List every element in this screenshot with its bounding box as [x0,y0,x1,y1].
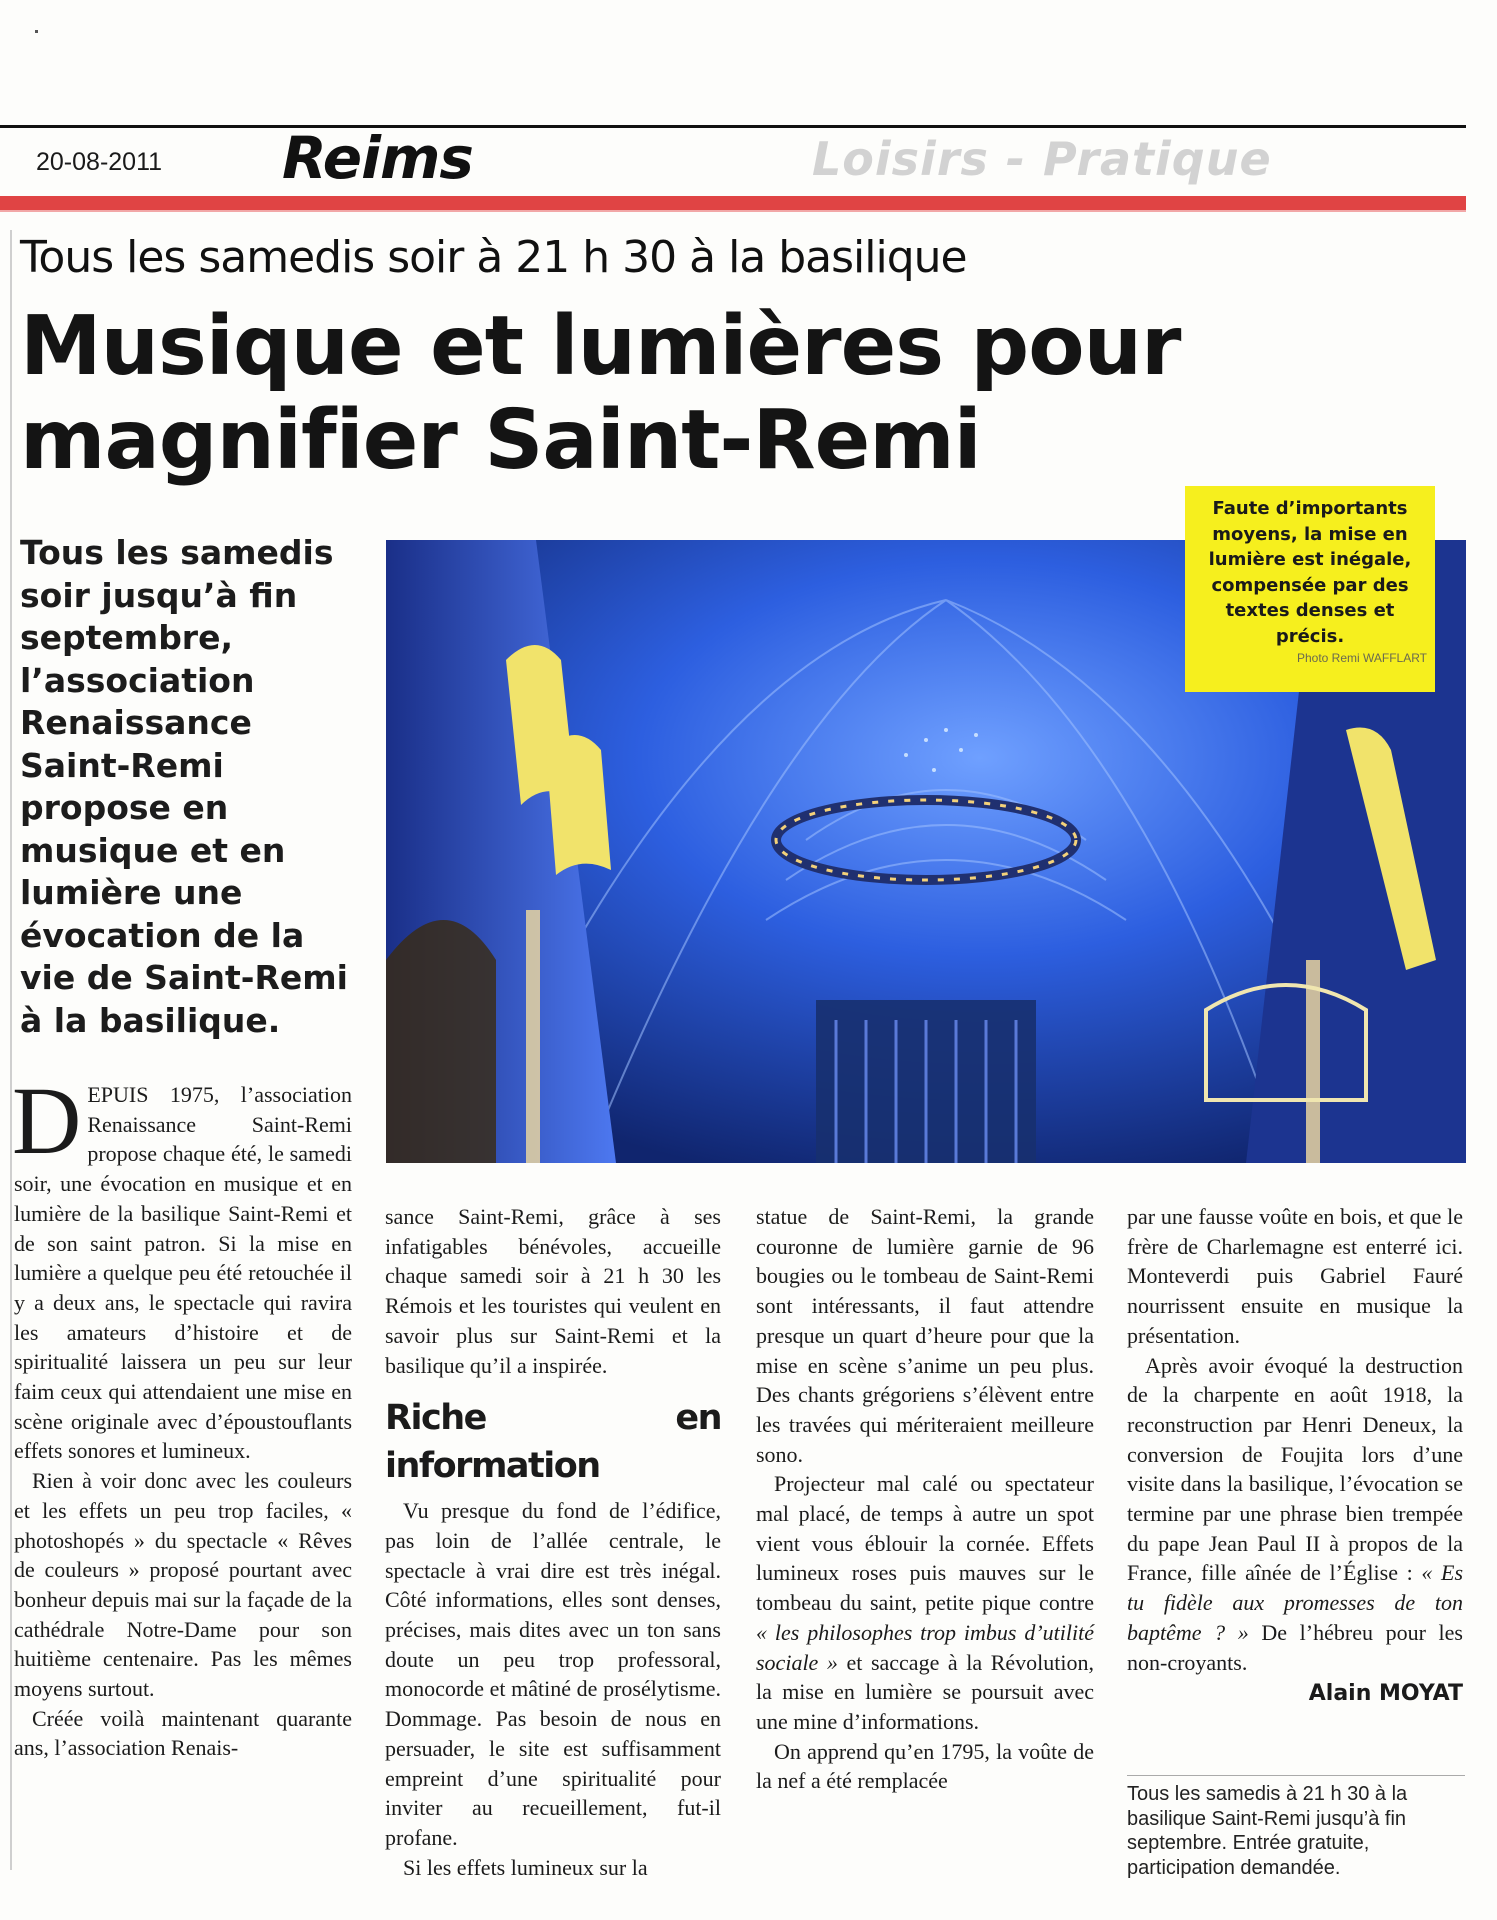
header-red-bar [0,196,1466,212]
body-quote: « les philosophes trop imbus d’utilité sociale » [756,1619,1094,1675]
rubric-title: Loisirs - Pratique [812,132,1272,186]
body-paragraph: sance Saint-Remi, grâce à ses infatigables bénévoles, accueille chaque samedi soir à 21 h 30 les Rémois et les touristes qui veulent en savoir plus sur Saint-Remi et la basilique qu’il a inspirée. [385,1204,721,1378]
body-text: et saccage à la Révolution, la mise en lumière se poursuit avec une mine d’informations. [756,1649,1094,1734]
body-text: EPUIS 1975, l’association Renaissance Saint-Remi propose chaque été, le samedi soir, une évocation en musique et en lumière de la basilique Saint-Remi et de son saint patron. Si la mise en lumière a quelque peu été retouchée il y a deux ans, le spectacle qui ravira les amateurs d’histoire et de spiritualité laissera un peu sur leur faim ceux qui attendaient une mise en scène originale avec d’époustouflants effets sonores et lumineux. [14,1082,352,1464]
body-paragraph [12,1067,352,1466]
body-paragraph: Rien à voir donc avec les couleurs et les effets un peu trop faciles, « photoshopés » du spectacle « Rêves de couleurs » proposé pourtant avec bonheur depuis mai sur la façade de la cathédrale Notre-Dame pour son huitième centenaire. Pas les mêmes moyens surtout. [14,1468,352,1702]
body-paragraph: Si les effets lumineux sur la [403,1854,648,1880]
practical-info: Tous les samedis à 21 h 30 à la basilique Saint-Remi jusqu’à fin septembre. Entrée gratuite, participation demandée. [1127,1783,1408,1879]
article-column-4 [1127,1202,1463,1709]
scan-speck [35,30,38,33]
article-lead: Tous les samedis soir jusqu’à fin septembre, l’association Renaissance Saint-Remi propose en musique et en lumière une évocation de la vie de Saint-Remi à la basilique. [20,533,348,1040]
body-text: Après avoir évoqué la destruction de la charpente en août 1918, la reconstruction par Henri Deneux, la conversion de Foujita lors d’une visite dans la basilique, l’évocation se termine par une phrase bien trempée du pape Jean Paul II à propos de la France, fille aînée de l’Église : [1127,1352,1463,1586]
body-quote: « Es tu fidèle aux promesses de ton baptême ? » [1127,1560,1464,1645]
article-column-3 [756,1202,1094,1796]
photo-caption-box [1185,486,1435,692]
body-paragraph: On apprend qu’en 1795, la voûte de la nef a été remplacée [756,1738,1094,1794]
dropcap: D [12,1067,82,1174]
body-text: Projecteur mal calé ou spectateur mal placé, de temps à autre un spot vient vous éblouir la cornée. Effets lumineux roses puis mauves sur le tombeau du saint, petite pique contre [756,1471,1094,1616]
article-column-1 [12,1067,352,1763]
body-paragraph: Créée voilà maintenant quarante ans, l’association Renais- [14,1705,352,1761]
body-paragraph [756,1469,1094,1736]
body-paragraph: par une fausse voûte en bois, et que le frère de Charlemagne est enterré ici. Monteverdi puis Gabriel Fauré nourrissent ensuite en musique la présentation. [1127,1204,1463,1348]
header-top-rule [0,125,1466,128]
body-paragraph [1127,1351,1463,1678]
publication-date: 20-08-2011 [36,148,163,176]
body-paragraph: statue de Saint-Remi, la grande couronne de lumière garnie de 96 bougies ou le tombeau de Saint-Remi sont intéressants, il faut attendre presque un quart d’heure pour que la mise en scène s’anime un peu plus. Des chants grégoriens s’élèvent entre les travées qui mériteraient meilleure sono. [756,1204,1094,1467]
article-surtitle: Tous les samedis soir à 21 h 30 à la basilique [20,232,967,283]
section-title: Reims [282,124,473,192]
author-signature: Alain MOYAT [1308,1681,1463,1707]
body-text: De l’hébreu pour les non-croyants. [1127,1619,1463,1675]
article-column-2 [385,1202,721,1882]
body-paragraph: Vu presque du fond de l’édifice, pas loin de l’allée centrale, le spectacle à vrai dire est très inégal. Côté informations, elles sont denses, précises, mais dites avec un ton sans doute un peu trop professoral, monocorde et mâtiné de prosélytisme. Dommage. Pas besoin de nous en persuader, le site est suffisamment empreint d’une spiritualité pour inviter au recueillement, fut-il profane. [385,1498,721,1850]
photo-credit: Photo Remi WAFFLART [1296,651,1427,665]
article-subhead: Riche en information [385,1398,721,1487]
practical-info-rule [1127,1775,1465,1776]
left-margin-rule [10,230,12,1870]
photo-caption: Faute d’importants moyens, la mise en lumière est inégale, compensée par des textes denses et précis. [1208,498,1412,647]
article-headline: Musique et lumières pour magnifier Saint-Remi [20,299,1181,488]
